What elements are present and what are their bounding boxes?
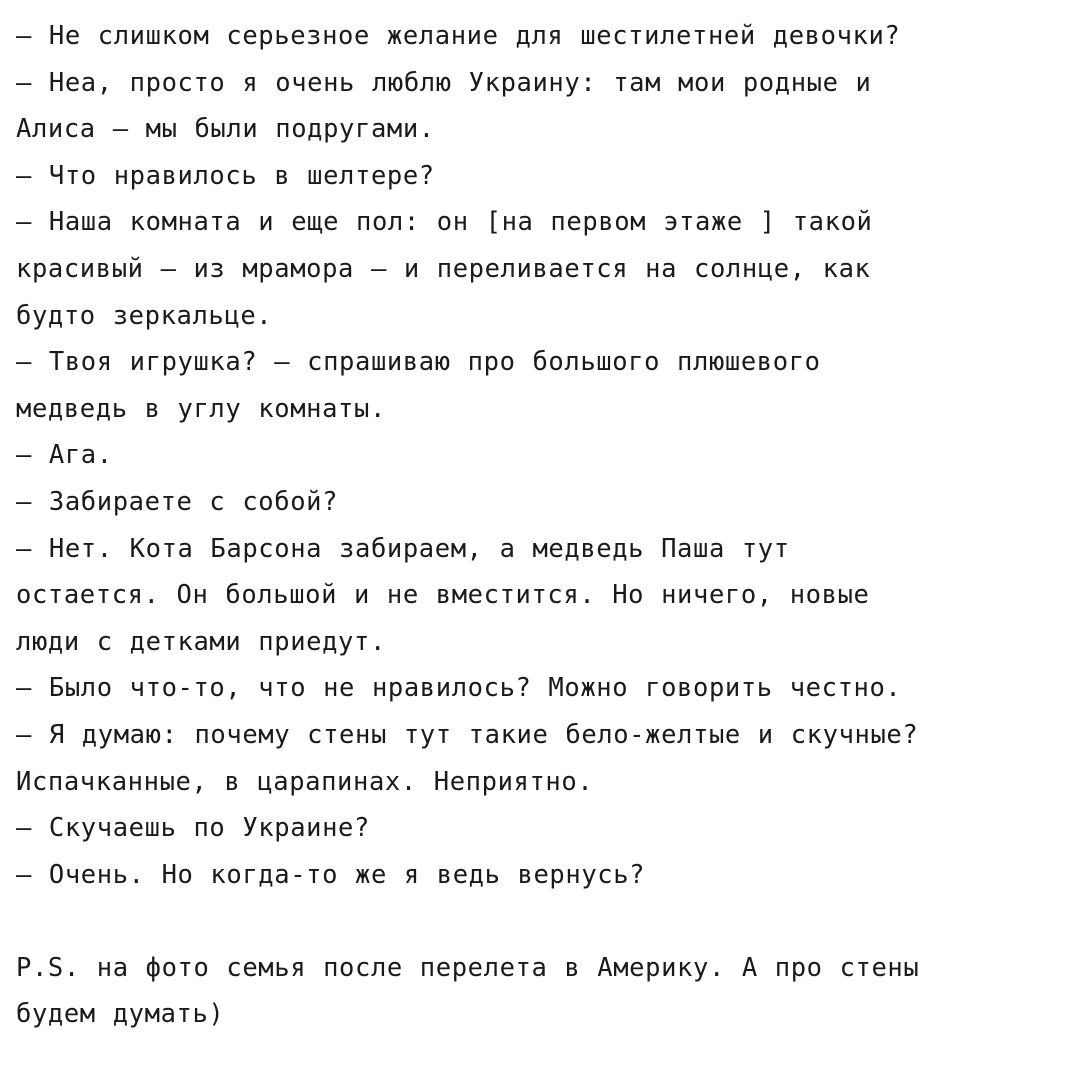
- text-line: — Очень. Но когда-то же я ведь вернусь?: [16, 859, 646, 890]
- text-line: Испачканные, в царапинах. Неприятно.: [16, 766, 594, 797]
- text-line: — Забираете с собой?: [16, 486, 339, 517]
- text-line: — Было что-то, что не нравилось? Можно говорить честно.: [16, 673, 902, 704]
- text-line: — Неа, просто я очень люблю Украину: там мои родные и: [16, 67, 872, 98]
- text-line: — Я думаю: почему стены тут такие бело-желтые и скучные?: [16, 719, 919, 750]
- text-line: — Не слишком серьезное желание для шестилетней девочки?: [16, 21, 901, 51]
- text-line: P.S. на фото семья после перелета в Америку. А про стены: [16, 952, 920, 983]
- text-line: — Что нравилось в шелтере?: [16, 160, 435, 191]
- text-line: будем думать): [16, 999, 225, 1030]
- text-line: остается. Он большой и не вместится. Но ничего, новые: [16, 580, 870, 611]
- text-line: — Твоя игрушка? — спрашиваю про большого плюшевого: [16, 347, 821, 378]
- text-line: — Наша комната и еще пол: он [на первом этаже ] такой: [16, 207, 873, 238]
- document-text: [16, 13, 1066, 1038]
- text-line: красивый — из мрамора — и переливается на солнце, как: [16, 253, 871, 284]
- blank-line: [16, 898, 1066, 945]
- text-line: — Нет. Кота Барсона забираем, а медведь Паша тут: [16, 533, 790, 564]
- text-line: будто зеркальце.: [16, 300, 273, 331]
- text-line: — Ага.: [16, 440, 113, 471]
- text-line: — Скучаешь по Украине?: [16, 813, 370, 844]
- text-line: медведь в углу комнаты.: [16, 393, 386, 424]
- text-line: Алиса — мы были подругами.: [16, 114, 435, 145]
- text-line: люди с детками приедут.: [16, 626, 386, 657]
